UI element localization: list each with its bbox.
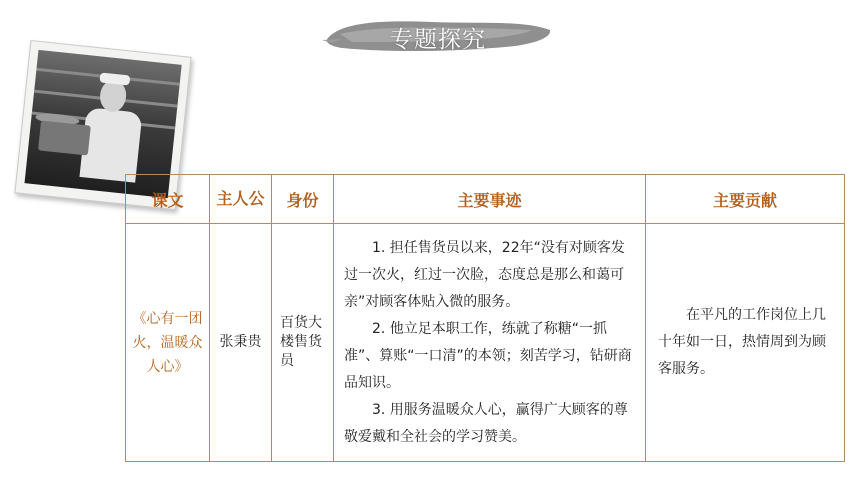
title-banner xyxy=(322,12,554,58)
deed-item: 1. 担任售货员以来，22年“没有对顾客发过一次火，红过一次脸，态度总是那么和蔼可亲”对顾客体贴入微的服务。 xyxy=(344,239,625,310)
header-text: 课文 xyxy=(126,175,210,224)
cell-contribution: 在平凡的工作岗位上几十年如一日，热情周到为顾客服务。 xyxy=(646,224,845,462)
cell-deeds xyxy=(334,224,646,462)
header-protagonist: 主人公 xyxy=(210,175,272,224)
table-row xyxy=(126,224,845,462)
cell-protagonist: 张秉贵 xyxy=(210,224,272,462)
header-contribution: 主要贡献 xyxy=(646,175,845,224)
cell-text: 《心有一团火，温暖众人心》 xyxy=(126,224,210,462)
page-title: 专题探究 xyxy=(390,27,486,53)
cell-identity: 百货大楼售货员 xyxy=(272,224,334,462)
header-deeds: 主要事迹 xyxy=(334,175,646,224)
header-identity: 身份 xyxy=(272,175,334,224)
table-header-row xyxy=(126,175,845,224)
topic-table xyxy=(125,174,845,462)
deed-item: 2. 他立足本职工作，练就了称糖“一抓准”、算账“一口清”的本领；刻苦学习，钻研商品知识。 xyxy=(344,320,632,391)
deed-item: 3. 用服务温暖众人心，赢得广大顾客的尊敬爱戴和全社会的学习赞美。 xyxy=(344,401,628,445)
